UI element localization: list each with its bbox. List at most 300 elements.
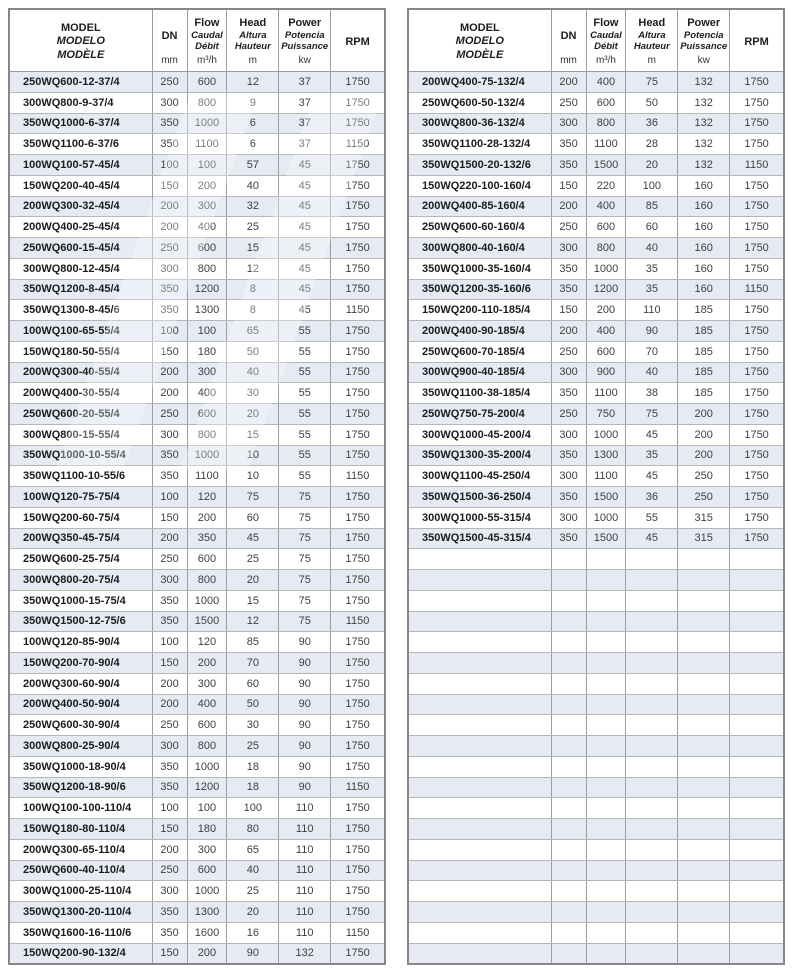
rpm-cell <box>730 591 783 611</box>
model-cell: 200WQ350-45-75/4 <box>10 529 153 549</box>
model-cell <box>409 819 552 839</box>
header-power-es: Potencia <box>284 30 325 41</box>
head-cell: 60 <box>227 508 279 528</box>
dn-cell <box>552 923 587 943</box>
table-row <box>10 280 384 301</box>
head-cell: 16 <box>227 923 279 943</box>
flow-cell: 1000 <box>188 757 228 777</box>
head-cell: 45 <box>626 466 678 486</box>
dn-cell: 350 <box>153 612 188 632</box>
table-row <box>10 591 384 612</box>
table-row <box>409 259 783 280</box>
flow-cell: 1000 <box>188 446 228 466</box>
dn-cell: 150 <box>552 176 587 196</box>
dn-cell: 150 <box>153 819 188 839</box>
power-cell: 75 <box>279 612 331 632</box>
flow-cell: 1000 <box>587 425 627 445</box>
model-cell: 350WQ1600-16-110/6 <box>10 923 153 943</box>
head-cell <box>626 902 678 922</box>
power-cell: 250 <box>678 466 730 486</box>
dn-cell: 250 <box>153 404 188 424</box>
table-row <box>10 674 384 695</box>
dn-cell <box>552 881 587 901</box>
table-row <box>10 321 384 342</box>
dn-cell: 300 <box>153 881 188 901</box>
power-cell: 250 <box>678 487 730 507</box>
flow-cell <box>587 549 627 569</box>
model-cell <box>409 674 552 694</box>
flow-cell <box>587 632 627 652</box>
table-row <box>409 508 783 529</box>
head-cell: 70 <box>626 342 678 362</box>
head-cell: 36 <box>626 487 678 507</box>
head-cell: 75 <box>227 487 279 507</box>
head-cell: 28 <box>626 134 678 154</box>
flow-cell: 800 <box>188 425 228 445</box>
model-cell: 250WQ600-12-37/4 <box>10 72 153 92</box>
rpm-cell: 1750 <box>345 760 370 773</box>
model-cell: 200WQ300-32-45/4 <box>10 197 153 217</box>
model-cell: 350WQ1000-6-37/4 <box>10 114 153 134</box>
model-cell: 250WQ600-50-132/4 <box>409 93 552 113</box>
rpm-cell: 1750 <box>345 573 370 586</box>
header-model-en: MODEL <box>459 21 500 34</box>
power-cell: 37 <box>279 93 331 113</box>
flow-cell: 400 <box>587 197 627 217</box>
model-cell: 100WQ120-75-75/4 <box>10 487 153 507</box>
rpm-cell: 1150 <box>345 926 370 939</box>
rpm-cell: 1750 <box>345 656 370 669</box>
flow-cell: 100 <box>188 321 228 341</box>
head-cell: 55 <box>626 508 678 528</box>
model-cell: 100WQ120-85-90/4 <box>10 632 153 652</box>
header-rpm <box>331 10 384 71</box>
dn-cell <box>552 736 587 756</box>
head-cell: 6 <box>227 114 279 134</box>
head-cell: 25 <box>227 549 279 569</box>
power-cell: 200 <box>678 446 730 466</box>
model-cell: 250WQ600-20-55/4 <box>10 404 153 424</box>
rpm-cell: 1750 <box>345 283 370 296</box>
rpm-cell <box>730 549 783 569</box>
head-cell: 35 <box>626 280 678 300</box>
model-cell: 350WQ1100-28-132/4 <box>409 134 552 154</box>
flow-cell: 1200 <box>587 280 627 300</box>
dn-cell: 350 <box>153 114 188 134</box>
power-cell: 185 <box>678 342 730 362</box>
head-cell: 57 <box>227 155 279 175</box>
table-row <box>409 280 783 301</box>
rpm-cell <box>730 674 783 694</box>
dn-cell: 200 <box>552 197 587 217</box>
dn-cell: 200 <box>153 840 188 860</box>
table-row <box>10 902 384 923</box>
model-cell: 250WQ750-75-200/4 <box>409 404 552 424</box>
head-cell <box>626 632 678 652</box>
dn-cell: 200 <box>153 197 188 217</box>
head-cell: 65 <box>227 321 279 341</box>
rpm-cell: 1750 <box>744 532 769 545</box>
power-cell: 185 <box>678 363 730 383</box>
rpm-cell: 1750 <box>345 677 370 690</box>
header-dn <box>552 10 587 71</box>
dn-cell: 350 <box>153 134 188 154</box>
rpm-cell: 1750 <box>345 241 370 254</box>
table-row <box>10 134 384 155</box>
power-cell: 75 <box>279 549 331 569</box>
power-cell <box>678 778 730 798</box>
model-cell: 150WQ220-100-160/4 <box>409 176 552 196</box>
table-row-empty <box>409 674 783 695</box>
rpm-cell: 1750 <box>345 532 370 545</box>
flow-cell: 1100 <box>587 466 627 486</box>
model-cell: 300WQ1000-45-200/4 <box>409 425 552 445</box>
rpm-cell: 1750 <box>345 200 370 213</box>
rpm-cell <box>730 632 783 652</box>
header-head-es: Altura <box>638 30 666 41</box>
table-row <box>409 466 783 487</box>
header-dn-label: DN <box>161 29 178 42</box>
rpm-cell <box>730 881 783 901</box>
table-row-empty <box>409 570 783 591</box>
model-cell: 300WQ800-15-55/4 <box>10 425 153 445</box>
power-cell: 90 <box>279 674 331 694</box>
table-body <box>409 72 783 963</box>
flow-cell: 1100 <box>188 134 228 154</box>
rpm-cell: 1750 <box>345 387 370 400</box>
head-cell <box>626 570 678 590</box>
header-rpm-label: RPM <box>345 35 370 48</box>
flow-cell: 600 <box>188 404 228 424</box>
header-head-unit: m <box>647 55 656 66</box>
dn-cell: 350 <box>552 383 587 403</box>
dn-cell: 250 <box>153 238 188 258</box>
head-cell: 30 <box>227 715 279 735</box>
table-row <box>10 881 384 902</box>
power-cell <box>678 757 730 777</box>
dn-cell: 200 <box>153 383 188 403</box>
head-cell: 10 <box>227 446 279 466</box>
rpm-cell: 1150 <box>744 283 769 296</box>
table-row <box>409 176 783 197</box>
dn-cell: 250 <box>153 549 188 569</box>
table-row-empty <box>409 736 783 757</box>
power-cell: 110 <box>279 798 331 818</box>
table-row-empty <box>409 695 783 716</box>
flow-cell: 300 <box>188 197 228 217</box>
rpm-cell: 1750 <box>744 262 769 275</box>
model-cell: 300WQ800-9-37/4 <box>10 93 153 113</box>
table-row <box>409 487 783 508</box>
dn-cell: 200 <box>153 674 188 694</box>
power-cell <box>678 902 730 922</box>
rpm-cell: 1750 <box>744 449 769 462</box>
rpm-cell: 1750 <box>345 511 370 524</box>
model-cell <box>409 570 552 590</box>
table-row <box>10 715 384 736</box>
flow-cell: 600 <box>188 238 228 258</box>
head-cell: 65 <box>227 840 279 860</box>
flow-cell: 600 <box>587 217 627 237</box>
rpm-cell <box>730 695 783 715</box>
model-cell: 350WQ1100-38-185/4 <box>409 383 552 403</box>
header-power-en: Power <box>288 17 322 29</box>
rpm-cell: 1750 <box>345 802 370 815</box>
power-cell: 160 <box>678 259 730 279</box>
model-cell: 150WQ200-110-185/4 <box>409 300 552 320</box>
power-cell: 45 <box>279 280 331 300</box>
power-cell <box>678 715 730 735</box>
power-cell: 45 <box>279 217 331 237</box>
head-cell: 40 <box>626 238 678 258</box>
model-cell: 350WQ1000-35-160/4 <box>409 259 552 279</box>
dn-cell: 300 <box>552 425 587 445</box>
table-row <box>10 923 384 944</box>
table-row <box>10 197 384 218</box>
head-cell <box>626 612 678 632</box>
power-cell <box>678 549 730 569</box>
rpm-cell: 1750 <box>345 262 370 275</box>
model-cell: 300WQ1000-55-315/4 <box>409 508 552 528</box>
flow-cell: 1500 <box>587 529 627 549</box>
head-cell <box>626 757 678 777</box>
model-cell: 350WQ1200-18-90/6 <box>10 778 153 798</box>
model-cell: 350WQ1300-8-45/6 <box>10 300 153 320</box>
dn-cell <box>552 757 587 777</box>
header-dn-unit: mm <box>560 55 577 66</box>
power-cell: 45 <box>279 259 331 279</box>
rpm-cell: 1750 <box>744 241 769 254</box>
table-row <box>409 134 783 155</box>
header-model-fr: MODÈLE <box>57 48 105 61</box>
dn-cell: 350 <box>552 280 587 300</box>
model-cell: 350WQ1200-8-45/4 <box>10 280 153 300</box>
dn-cell: 250 <box>552 93 587 113</box>
dn-cell: 350 <box>552 529 587 549</box>
header-model-es: MODELO <box>56 35 105 48</box>
power-cell: 132 <box>279 944 331 964</box>
dn-cell: 100 <box>153 321 188 341</box>
rpm-cell: 1750 <box>345 75 370 88</box>
model-cell: 350WQ1000-10-55/4 <box>10 446 153 466</box>
rpm-cell: 1750 <box>744 428 769 441</box>
model-cell <box>409 840 552 860</box>
table-row <box>10 508 384 529</box>
header-head-fr: Hauteur <box>633 41 670 52</box>
dn-cell: 350 <box>153 446 188 466</box>
header-model <box>10 10 153 71</box>
head-cell: 80 <box>227 819 279 839</box>
model-cell <box>409 591 552 611</box>
dn-cell: 150 <box>153 342 188 362</box>
model-cell: 150WQ200-40-45/4 <box>10 176 153 196</box>
table-row <box>10 861 384 882</box>
head-cell: 20 <box>227 570 279 590</box>
power-cell <box>678 819 730 839</box>
flow-cell: 220 <box>587 176 627 196</box>
table-row <box>10 798 384 819</box>
power-cell: 110 <box>279 861 331 881</box>
flow-cell: 800 <box>188 570 228 590</box>
head-cell <box>626 549 678 569</box>
power-cell: 55 <box>279 466 331 486</box>
head-cell <box>626 861 678 881</box>
head-cell: 40 <box>626 363 678 383</box>
head-cell: 12 <box>227 612 279 632</box>
rpm-cell <box>730 923 783 943</box>
flow-cell <box>587 798 627 818</box>
model-cell: 200WQ400-85-160/4 <box>409 197 552 217</box>
table-row <box>10 736 384 757</box>
dn-cell: 250 <box>552 217 587 237</box>
power-cell <box>678 861 730 881</box>
dn-cell: 350 <box>153 591 188 611</box>
dn-cell: 350 <box>552 134 587 154</box>
power-cell: 160 <box>678 217 730 237</box>
rpm-cell: 1750 <box>744 96 769 109</box>
flow-cell <box>587 840 627 860</box>
header-flow-fr: Débit <box>594 41 618 52</box>
flow-cell: 300 <box>188 363 228 383</box>
model-cell: 350WQ1000-18-90/4 <box>10 757 153 777</box>
table-header <box>409 10 783 72</box>
rpm-cell: 1750 <box>345 407 370 420</box>
power-cell: 90 <box>279 736 331 756</box>
dn-cell <box>552 612 587 632</box>
model-cell <box>409 632 552 652</box>
head-cell: 45 <box>227 529 279 549</box>
power-cell: 55 <box>279 404 331 424</box>
table-row <box>10 612 384 633</box>
header-flow-es: Caudal <box>191 30 223 41</box>
flow-cell: 120 <box>188 487 228 507</box>
table-row <box>10 819 384 840</box>
power-cell: 55 <box>279 425 331 445</box>
dn-cell: 250 <box>153 72 188 92</box>
table-row <box>409 529 783 550</box>
head-cell <box>626 944 678 964</box>
rpm-cell: 1750 <box>744 511 769 524</box>
table-row <box>409 155 783 176</box>
flow-cell: 800 <box>188 93 228 113</box>
table-row <box>409 446 783 467</box>
power-cell: 185 <box>678 383 730 403</box>
table-row-empty <box>409 819 783 840</box>
head-cell: 35 <box>626 446 678 466</box>
table-row <box>409 342 783 363</box>
flow-cell: 100 <box>188 798 228 818</box>
model-cell: 300WQ1000-25-110/4 <box>10 881 153 901</box>
dn-cell: 250 <box>153 861 188 881</box>
flow-cell: 600 <box>587 93 627 113</box>
head-cell: 50 <box>227 695 279 715</box>
rpm-cell <box>730 757 783 777</box>
flow-cell: 800 <box>188 736 228 756</box>
dn-cell: 350 <box>552 259 587 279</box>
power-cell: 160 <box>678 238 730 258</box>
model-cell <box>409 736 552 756</box>
power-cell <box>678 612 730 632</box>
head-cell: 100 <box>626 176 678 196</box>
header-model <box>409 10 552 71</box>
dn-cell: 300 <box>552 466 587 486</box>
power-cell: 110 <box>279 881 331 901</box>
power-cell: 132 <box>678 114 730 134</box>
head-cell <box>626 736 678 756</box>
rpm-cell <box>730 798 783 818</box>
model-cell <box>409 549 552 569</box>
dn-cell: 300 <box>153 93 188 113</box>
flow-cell: 1000 <box>587 508 627 528</box>
model-cell: 100WQ100-100-110/4 <box>10 798 153 818</box>
rpm-cell: 1750 <box>345 843 370 856</box>
model-cell <box>409 923 552 943</box>
table-row <box>10 425 384 446</box>
model-cell <box>409 612 552 632</box>
rpm-cell: 1750 <box>345 698 370 711</box>
head-cell: 8 <box>227 280 279 300</box>
head-cell <box>626 923 678 943</box>
table-row <box>409 363 783 384</box>
dn-cell: 300 <box>552 508 587 528</box>
power-cell: 132 <box>678 93 730 113</box>
power-cell: 200 <box>678 404 730 424</box>
flow-cell: 600 <box>188 861 228 881</box>
table-row-empty <box>409 861 783 882</box>
table-row <box>10 757 384 778</box>
flow-cell: 750 <box>587 404 627 424</box>
model-cell: 250WQ600-30-90/4 <box>10 715 153 735</box>
flow-cell: 1100 <box>587 134 627 154</box>
head-cell <box>626 653 678 673</box>
flow-cell: 300 <box>188 840 228 860</box>
table-row-empty <box>409 591 783 612</box>
model-cell: 100WQ100-57-45/4 <box>10 155 153 175</box>
flow-cell: 400 <box>587 72 627 92</box>
rpm-cell: 1750 <box>345 947 370 960</box>
dn-cell <box>552 902 587 922</box>
rpm-cell <box>730 861 783 881</box>
model-cell: 350WQ1500-36-250/4 <box>409 487 552 507</box>
model-cell: 200WQ400-90-185/4 <box>409 321 552 341</box>
power-cell: 45 <box>279 155 331 175</box>
power-cell <box>678 944 730 964</box>
table-row <box>10 155 384 176</box>
power-cell <box>678 653 730 673</box>
flow-cell <box>587 715 627 735</box>
flow-cell: 1100 <box>188 466 228 486</box>
table-row-empty <box>409 549 783 570</box>
power-cell: 45 <box>279 238 331 258</box>
header-dn-unit: mm <box>161 55 178 66</box>
model-cell: 300WQ800-36-132/4 <box>409 114 552 134</box>
header-dn-label: DN <box>560 29 577 42</box>
head-cell: 60 <box>227 674 279 694</box>
power-cell: 315 <box>678 508 730 528</box>
power-cell: 37 <box>279 72 331 92</box>
table-row <box>10 93 384 114</box>
model-cell: 250WQ600-70-185/4 <box>409 342 552 362</box>
rpm-cell: 1750 <box>744 470 769 483</box>
dn-cell: 350 <box>153 280 188 300</box>
dn-cell <box>552 840 587 860</box>
model-cell: 300WQ900-40-185/4 <box>409 363 552 383</box>
dn-cell: 100 <box>153 155 188 175</box>
head-cell <box>626 715 678 735</box>
header-power-unit: kw <box>697 55 710 66</box>
rpm-cell: 1150 <box>345 470 370 483</box>
head-cell: 75 <box>626 72 678 92</box>
